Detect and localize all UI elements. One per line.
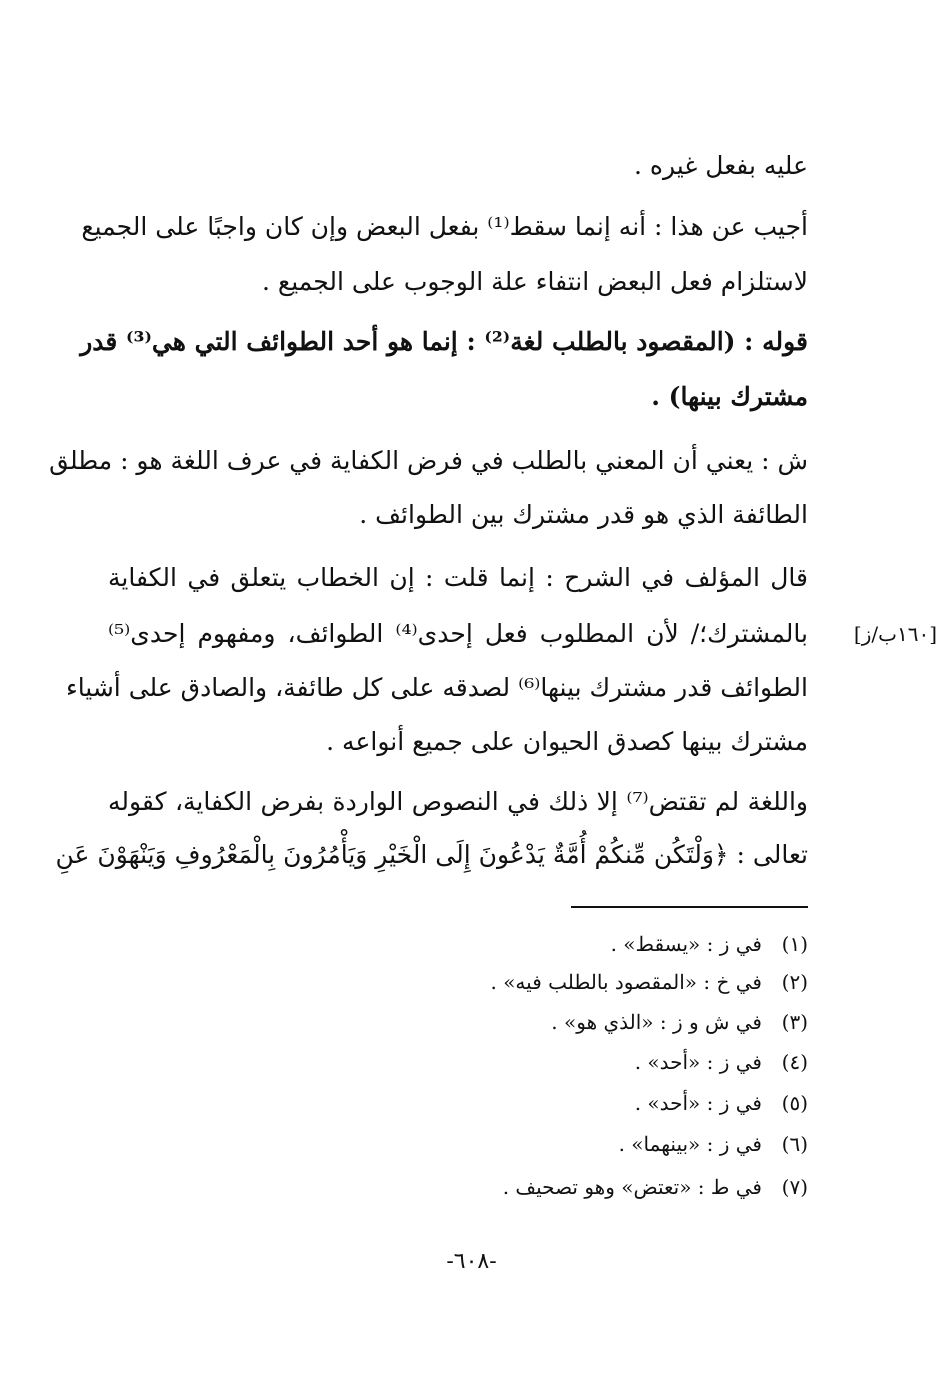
body-line-6: ش : يعني أن المعني بالطلب في فرض الكفاية في عرف اللغة هو : مطلق [49,446,808,475]
body-line-3: لاستلزام فعل البعض انتفاء علة الوجوب على الجميع . [262,267,808,296]
footnote-text: في خ : «المقصود بالطلب فيه» . [490,970,762,994]
body-line-4: قوله : (المقصود بالطلب لغة⁽²⁾ : إنما هو أحد الطوائف التي هي⁽³⁾ قدر [80,327,808,356]
footnote [108,928,808,960]
body-line-2: أجيب عن هذا : أنه إنما سقط⁽¹⁾ بفعل البعض وإن كان واجبًا على الجميع [81,212,808,241]
footnote-number: (٦) [781,1132,808,1156]
footnote-number: (١) [781,932,808,956]
body-line-5: مشترك بينها) . [651,382,808,411]
footnote-number: (٥) [781,1091,808,1115]
footnote [108,1006,808,1038]
footnote-text: في ش و ز : «الذي هو» . [551,1010,762,1034]
footnote [108,1128,808,1160]
body-line-7: الطائفة الذي هو قدر مشترك بين الطوائف . [359,500,808,529]
footnote-text: في ز : «يسقط» . [610,932,762,956]
footnote-number: (٣) [781,1010,808,1034]
body-line-8: قال المؤلف في الشرح : إنما قلت : إن الخطاب يتعلق في الكفاية [108,563,808,592]
footnote [108,1087,808,1119]
body-line-10: الطوائف قدر مشترك بينها⁽⁶⁾ لصدقه على كل طائفة، والصادق على أشياء [65,673,808,702]
body-line-13: تعالى : ﴿وَلْتَكُن مِّنكُمْ أُمَّةٌ يَدْعُونَ إِلَى الْخَيْرِ وَيَأْمُرُونَ بِالْمَعْرُوفِ وَيَنْهَوْنَ عَنِ [55,840,808,869]
body-line-11: مشترك بينها كصدق الحيوان على جميع أنواعه . [326,727,808,756]
footnote-text: في ز : «أحد» . [634,1050,762,1074]
body-line-9: بالمشترك؛/ لأن المطلوب فعل إحدى⁽⁴⁾ الطوائف، ومفهوم إحدى⁽⁵⁾ [108,619,808,648]
footnote-divider [571,906,808,908]
footnote-number: (٢) [781,970,808,994]
body-line-1: عليه بفعل غيره . [633,151,808,180]
footnote-text: في ز : «بينهما» . [618,1132,762,1156]
page-number: -٦٠٨- [446,1249,497,1274]
footnote-text: في ز : «أحد» . [634,1091,762,1115]
footnote-number: (٤) [781,1050,808,1074]
footnote-text: في ط : «تعتض» وهو تصحيف . [502,1175,762,1199]
footnote [108,1046,808,1078]
body-line-12: واللغة لم تقتض⁽⁷⁾ إلا ذلك في النصوص الواردة بفرض الكفاية، كقوله [108,787,808,816]
footnote [108,1171,808,1203]
margin-reference: [١٦٠ب/ز] [853,622,937,646]
footnote-number: (٧) [781,1175,808,1199]
footnote [108,966,808,998]
